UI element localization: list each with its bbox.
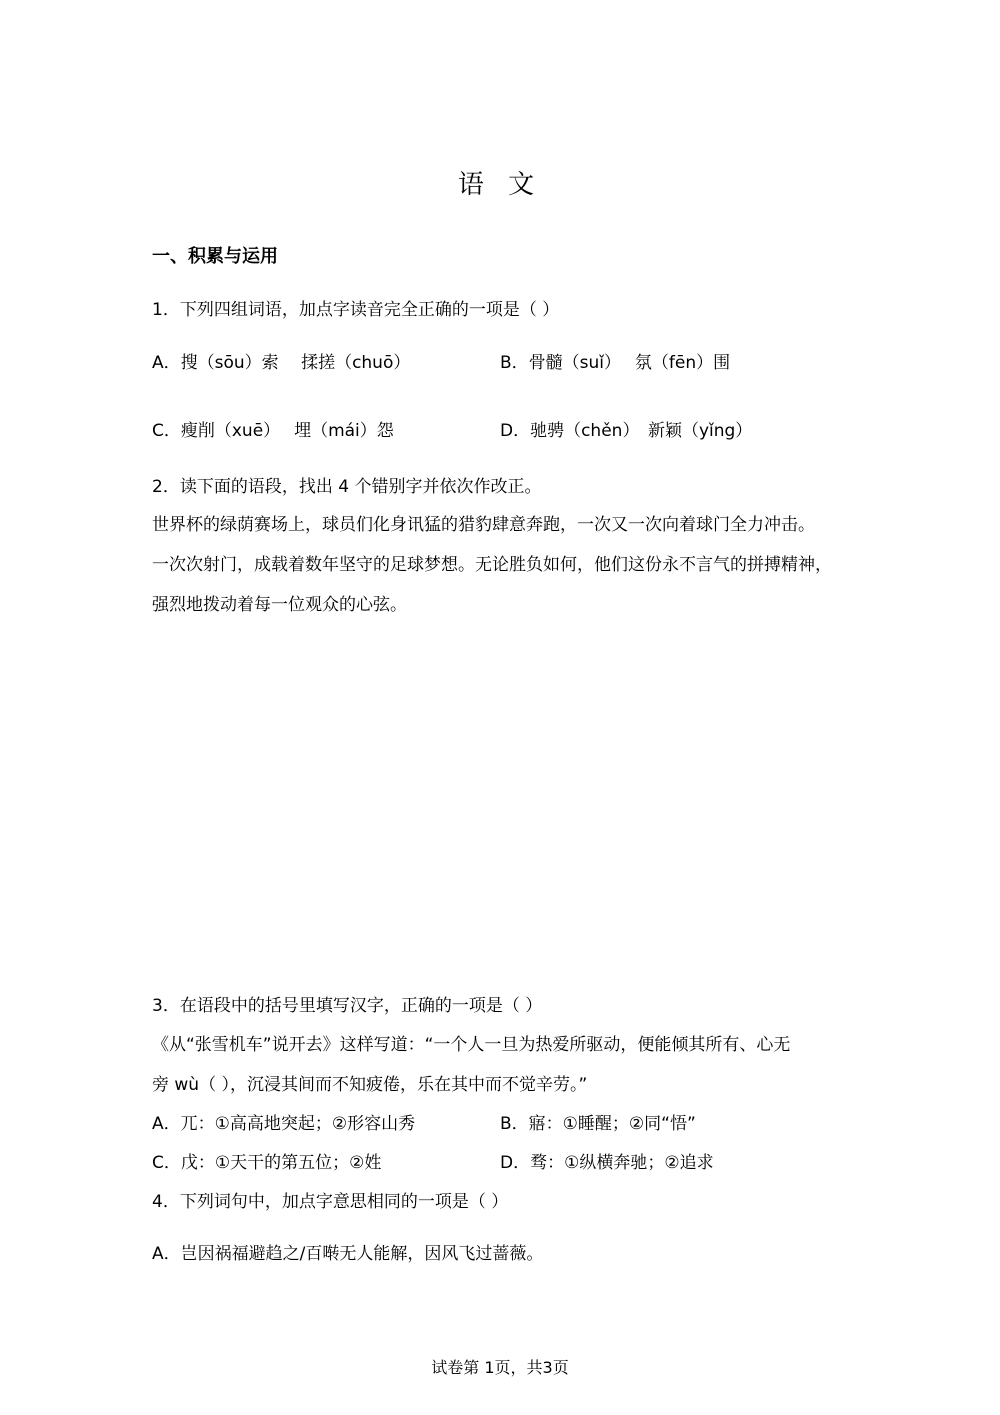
- page-title: 语 文: [457, 170, 543, 200]
- question-1-option-a: A．搜（sōu）索 揉搓（chuō）: [152, 353, 411, 373]
- question-3-option-b: B．寤：①睡醒；②同“悟”: [500, 1114, 696, 1134]
- question-1-stem: 1．下列四组词语，加点字读音完全正确的一项是（ ）: [152, 300, 560, 320]
- question-1-option-d: D．驰骋（chěn） 新颖（yǐng）: [500, 421, 753, 441]
- question-2-passage-line: 一次次射门，成载着数年坚守的足球梦想。无论胜负如何，他们这份永不言气的拼搏精神，: [152, 555, 832, 575]
- question-1-option-c: C．瘦削（xuē） 埋（mái）怨: [152, 421, 394, 441]
- question-4-option-a: A．岂因祸福避趋之/百啭无人能解，因风飞过蔷薇。: [152, 1244, 544, 1264]
- question-2-stem: 2．读下面的语段，找出 4 个错别字并依次作改正。: [152, 477, 542, 497]
- page-footer: 试卷第 1页，共3页: [431, 1358, 569, 1377]
- question-1-option-b: B．骨髓（suǐ） 氛（fēn）围: [500, 353, 731, 373]
- question-3-passage-line: 《从“张雪机车”说开去》这样写道：“一个人一旦为热爱所驱动，便能倾其所有、心无: [152, 1035, 791, 1055]
- question-3-option-c: C．戊：①天干的第五位；②姓: [152, 1153, 382, 1173]
- question-3-option-d: D．骛：①纵横奔驰；②追求: [500, 1153, 714, 1173]
- question-2-passage-line: 世界杯的绿荫赛场上，球员们化身讯猛的猎豹肆意奔跑，一次又一次向着球门全力冲击。: [152, 515, 815, 535]
- section-heading: 一、积累与运用: [152, 246, 278, 267]
- question-3-option-a: A．兀：①高高地突起；②形容山秀: [152, 1114, 416, 1134]
- question-4-stem: 4．下列词句中，加点字意思相同的一项是（ ）: [152, 1192, 509, 1212]
- question-2-passage-line: 强烈地拨动着每一位观众的心弦。: [152, 595, 407, 615]
- question-3-passage-line: 旁 wù（ ），沉浸其间而不知疲倦，乐在其中而不觉辛劳。”: [152, 1075, 588, 1095]
- question-3-stem: 3．在语段中的括号里填写汉字，正确的一项是（ ）: [152, 996, 543, 1016]
